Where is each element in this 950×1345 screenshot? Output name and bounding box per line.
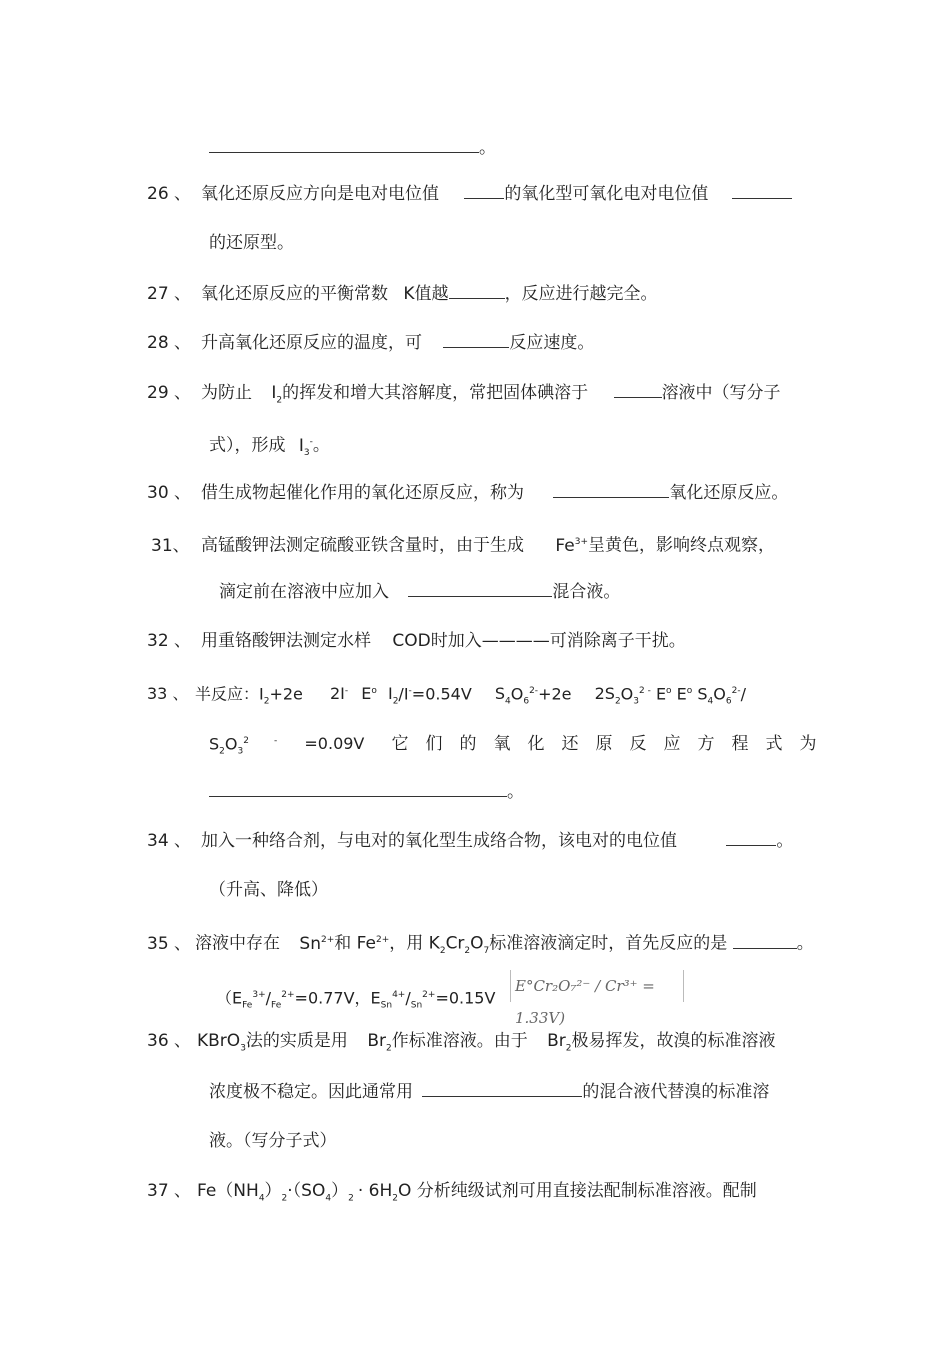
formula: O	[470, 933, 484, 954]
formula: Fe	[555, 535, 575, 556]
question-number: 32 、	[147, 631, 192, 651]
superscript: -	[344, 686, 349, 696]
question-text: 高锰酸钾法测定硫酸亚铁含量时，由于生成	[201, 535, 524, 556]
formula: I	[271, 383, 277, 403]
formula: · 6H	[357, 1181, 393, 1201]
question-number: 33 、	[147, 684, 189, 704]
formula: ）	[264, 1181, 282, 1201]
question-34	[147, 829, 793, 852]
subscript: 4	[325, 1193, 332, 1204]
formula: E	[676, 684, 687, 704]
subscript: 3	[240, 1043, 246, 1054]
answer-blank	[726, 829, 776, 846]
question-number: 28 、	[147, 333, 192, 353]
question-32	[147, 630, 686, 652]
subscript: 2	[281, 1193, 288, 1204]
formula: 和 Fe	[334, 933, 376, 954]
formula: Sn	[299, 933, 321, 954]
subscript: Sn	[380, 1000, 393, 1011]
superscript: 2+	[281, 990, 295, 1000]
subscript: 3	[237, 746, 244, 757]
superscript: 4+	[392, 990, 406, 1000]
subscript: 3	[303, 448, 310, 459]
formula: S	[494, 684, 506, 704]
question-text: 的挥发和增大其溶解度，常把固体碘溶于	[282, 383, 589, 403]
question-number: 35 、	[147, 933, 192, 954]
formula: =0.09V	[304, 734, 365, 754]
subscript: 2	[276, 395, 283, 406]
question-34-cont	[209, 879, 328, 901]
question-text: 法的实质是用	[245, 1031, 348, 1051]
subscript: Fe	[242, 1000, 253, 1011]
question-text: 反应速度。	[509, 333, 595, 353]
question-33-answer	[209, 780, 524, 803]
superscript: 3+	[574, 537, 588, 547]
formula: S	[697, 684, 708, 704]
formula: +2e	[269, 684, 303, 704]
period: 。	[479, 138, 496, 158]
subscript: 4	[707, 696, 714, 707]
subscript: 2	[614, 696, 621, 707]
question-number: 37 、	[147, 1181, 192, 1201]
subscript: 2	[392, 1193, 398, 1204]
question-text: （升高、降低）	[209, 880, 328, 900]
superscript: 3+	[252, 990, 266, 1000]
formula: 2S	[594, 684, 615, 704]
subscript: 2	[348, 1193, 354, 1204]
answer-blank	[209, 780, 507, 797]
question-text: 浓度极不稳定。因此通常用	[209, 1082, 413, 1102]
superscript: -	[408, 686, 412, 696]
formula: Cr	[445, 933, 465, 954]
formula: 2I	[330, 684, 345, 704]
superscript: 2-	[529, 686, 539, 696]
question-text: 溶液中（写分子	[661, 383, 781, 403]
formula: ，用 K	[389, 933, 440, 954]
period: 。	[776, 831, 794, 851]
formula: =0.15V	[435, 988, 496, 1008]
question-33-cont	[209, 730, 833, 763]
question-text: 作标准溶液。由于	[391, 1031, 528, 1051]
question-text: ，反应进行越完全。	[504, 284, 658, 304]
formula: /I	[398, 684, 409, 704]
question-text: 用重铬酸钾法测定水样	[201, 631, 371, 651]
formula: /	[405, 988, 411, 1008]
superscript: 2+	[422, 990, 436, 1000]
formula: =0.54V	[411, 684, 472, 704]
question-text: 氧化还原反应的平衡常数	[201, 284, 388, 304]
question-37	[147, 1180, 757, 1209]
subscript: 2	[392, 696, 399, 707]
formula: Br	[367, 1031, 386, 1051]
question-text: 的氧化型可氧化电对电位值	[504, 184, 709, 204]
period: 。	[312, 435, 330, 456]
superscript: o	[371, 686, 377, 696]
question-number: 27 、	[147, 284, 192, 304]
formula: O	[224, 734, 238, 754]
subscript: 3	[633, 696, 639, 707]
question-text: 呈黄色，影响终点观察，	[588, 535, 775, 556]
question-number: 31、	[151, 535, 190, 556]
question-36	[147, 1030, 776, 1059]
question-28	[147, 331, 594, 354]
subscript: 2	[385, 1043, 392, 1054]
question-29	[147, 381, 781, 411]
subscript: 6	[523, 696, 530, 707]
question-29-cont	[209, 431, 330, 464]
question-text: 的还原型。	[209, 233, 294, 253]
question-text: O 分析纯级试剂可用直接法配制标准溶液。配制	[397, 1181, 757, 1201]
answer-blank	[449, 282, 505, 299]
period: 。	[796, 933, 814, 954]
formula: ）	[331, 1181, 349, 1201]
answer-blank	[733, 932, 797, 949]
question-36-cont2	[209, 1130, 337, 1152]
question-text: K值越	[403, 284, 449, 304]
formula: E	[361, 684, 372, 704]
superscript: 2+	[320, 935, 335, 945]
question-text: 氧化还原反应方向是电对电位值	[201, 184, 439, 204]
question-text: 的混合液代替溴的标准溶	[582, 1082, 770, 1102]
question-number: 26 、	[147, 184, 192, 204]
formula: 半反应：I	[195, 684, 264, 704]
superscript: 2 -	[639, 686, 651, 696]
subscript: 6	[725, 696, 732, 707]
question-number: 36 、	[147, 1031, 192, 1051]
q25-answer-line	[209, 136, 496, 159]
subscript: 2	[263, 696, 270, 707]
question-text: 混合液。	[552, 582, 621, 602]
question-number: 34 、	[147, 831, 192, 851]
answer-blank	[408, 580, 552, 597]
formula: -	[274, 736, 278, 746]
question-31	[151, 531, 775, 557]
question-text: 液。（写分子式）	[209, 1131, 337, 1151]
question-35-cont	[216, 984, 495, 1017]
question-27	[147, 282, 658, 305]
formula: O	[510, 684, 524, 704]
question-text: 极易挥发，故溴的标准溶液	[571, 1031, 776, 1051]
formula: E	[655, 684, 667, 704]
question-33	[147, 680, 746, 713]
formula: O	[620, 684, 634, 704]
question-text: 滴定前在溶液中应加入	[219, 582, 389, 602]
formula: /	[265, 988, 272, 1008]
question-text: 为防止	[201, 383, 252, 403]
question-36-cont	[209, 1080, 769, 1103]
subscript: Sn	[410, 1000, 423, 1011]
answer-blank	[209, 136, 479, 153]
period: 。	[507, 782, 524, 802]
question-26	[147, 182, 792, 205]
superscript: 2+	[375, 935, 390, 945]
formula: =0.77V，E	[294, 988, 381, 1008]
formula: KBrO	[197, 1031, 241, 1051]
superscript: -	[309, 437, 313, 447]
subscript: 2	[439, 946, 446, 957]
question-text: 溶液中存在	[195, 933, 280, 954]
superscript: o	[686, 686, 693, 696]
subscript: 2	[219, 746, 225, 757]
formula: O	[713, 684, 726, 704]
question-text: 氧化还原反应。	[669, 483, 789, 503]
formula: +2e	[538, 684, 572, 704]
formula-image: E°Cr₂O₇²⁻ / Cr³⁺ = 1.33V)	[510, 970, 684, 1002]
question-text: COD时加入————可消除离子干扰。	[392, 631, 686, 651]
answer-blank	[443, 331, 509, 348]
question-31-cont	[219, 580, 620, 603]
formula: I	[387, 684, 393, 704]
question-text: 借生成物起催化作用的氧化还原反应，称为	[201, 483, 524, 503]
question-text: 式），形成	[209, 435, 286, 456]
formula: /	[740, 684, 746, 704]
question-text: 升高氧化还原反应的温度，可	[201, 333, 422, 353]
answer-blank	[422, 1080, 582, 1097]
formula: Fe（NH	[197, 1181, 259, 1201]
question-26-cont	[209, 232, 294, 254]
question-text: 加入一种络合剂，与电对的氧化型生成络合物，该电对的电位值	[201, 831, 677, 851]
superscript: 2-	[731, 686, 741, 696]
formula: ·（SO	[287, 1181, 326, 1201]
subscript: 7	[483, 946, 490, 957]
question-text: 它们的氧化还原反应方程式为	[391, 734, 834, 755]
question-text: 标准溶液滴定时，首先反应的是	[489, 933, 728, 954]
superscript: 2	[243, 736, 249, 746]
answer-blank	[732, 182, 792, 199]
answer-blank	[553, 481, 669, 498]
question-number: 30 、	[147, 483, 192, 503]
subscript: 4	[505, 696, 511, 707]
answer-blank	[464, 182, 504, 199]
question-35	[147, 929, 814, 962]
superscript: o	[666, 686, 672, 696]
formula: （E	[216, 988, 243, 1008]
subscript: 4	[258, 1193, 265, 1204]
subscript: 2	[464, 946, 471, 957]
formula: S	[209, 734, 220, 754]
formula: I	[298, 435, 304, 456]
question-number: 29 、	[147, 383, 192, 403]
formula: Br	[547, 1031, 566, 1051]
answer-blank	[614, 381, 662, 398]
subscript: 2	[565, 1043, 572, 1054]
question-30	[147, 481, 788, 504]
subscript: Fe	[271, 1000, 282, 1011]
